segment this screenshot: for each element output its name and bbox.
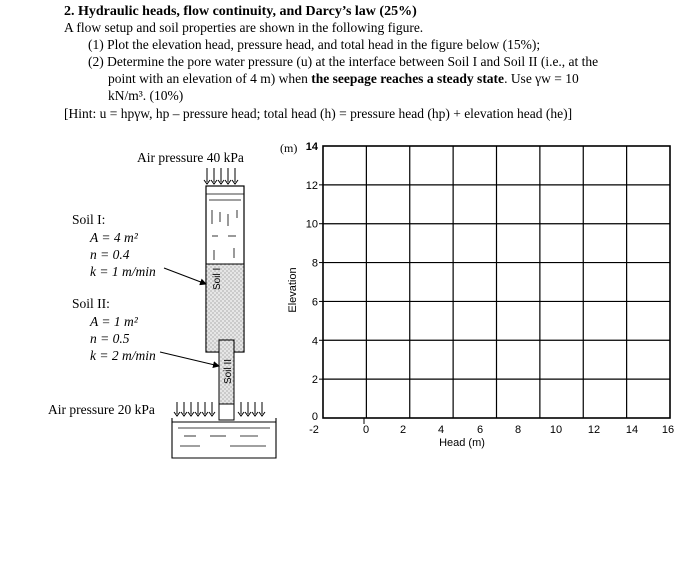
y-unit-label: (m) <box>280 141 298 155</box>
x-tick-label: -2 <box>309 424 319 436</box>
soil2-title: Soil II: <box>72 296 110 311</box>
hint: [Hint: u = hpγw, hp – pressure head; total head (h) = pressure head (hp) + elevation head (he)] <box>64 106 573 121</box>
soil1-title: Soil I: <box>72 212 106 227</box>
air-pressure-bottom-label: Air pressure 20 kPa <box>48 402 155 417</box>
y-tick-label: 2 <box>311 374 318 387</box>
x-tick-label: 10 <box>549 424 563 436</box>
soil2-area: A = 1 m² <box>90 314 138 329</box>
problem-intro: A flow setup and soil properties are shown in the following figure. <box>64 20 424 35</box>
x-tick-label: 14 <box>625 424 639 436</box>
y-tick-label: 8 <box>311 257 318 270</box>
soil1-porosity: n = 0.4 <box>90 247 130 262</box>
question-2-line-3: kN/m³. (10%) <box>108 88 184 103</box>
y-tick-label: 10 <box>305 218 318 231</box>
x-tick-label: 8 <box>514 424 522 436</box>
y-tick-label: 4 <box>311 335 318 348</box>
x-tick-label: 4 <box>437 424 445 436</box>
x-tick-label: 16 <box>661 424 675 436</box>
y-axis-label: Elevation <box>287 267 299 313</box>
question-2-text-a: point with an elevation of 4 m) when <box>108 71 312 86</box>
x-tick-label: 0 <box>362 424 370 436</box>
x-tick-label: 6 <box>476 424 484 436</box>
soil1-area: A = 4 m² <box>90 230 138 245</box>
soil2-permeability: k = 2 m/min <box>90 348 156 363</box>
soil2-porosity: n = 0.5 <box>90 331 130 346</box>
y-tick-labels <box>306 141 323 423</box>
y-tick-label: 0 <box>311 411 318 423</box>
question-2-line-1: (2) Determine the pore water pressure (u) at the interface between Soil I and Soil II (i.e., at the <box>88 54 599 69</box>
soil2-label: Soil II <box>223 358 234 384</box>
soil1-label: Soil I <box>212 267 223 290</box>
y-tick-label: 6 <box>311 296 318 309</box>
y-tick-label: 14 <box>305 141 318 153</box>
x-tick-labels <box>309 424 674 436</box>
air-pressure-top-label: Air pressure 40 kPa <box>137 150 244 165</box>
x-tick-label: 12 <box>587 424 601 436</box>
x-tick-label: 2 <box>399 424 407 436</box>
chart-grid <box>323 146 670 424</box>
question-2-text-b: . Use γw = 10 <box>504 71 579 86</box>
x-axis-label: Head (m) <box>439 437 485 449</box>
problem-title: 2. Hydraulic heads, flow continuity, and Darcy’s law (25%) <box>64 4 417 19</box>
soil1-permeability: k = 1 m/min <box>90 264 156 279</box>
question-2-emphasis: the seepage reaches a steady state <box>311 71 505 86</box>
y-tick-label: 12 <box>305 179 318 192</box>
question-1: (1) Plot the elevation head, pressure head, and total head in the figure below (15%); <box>88 37 541 52</box>
